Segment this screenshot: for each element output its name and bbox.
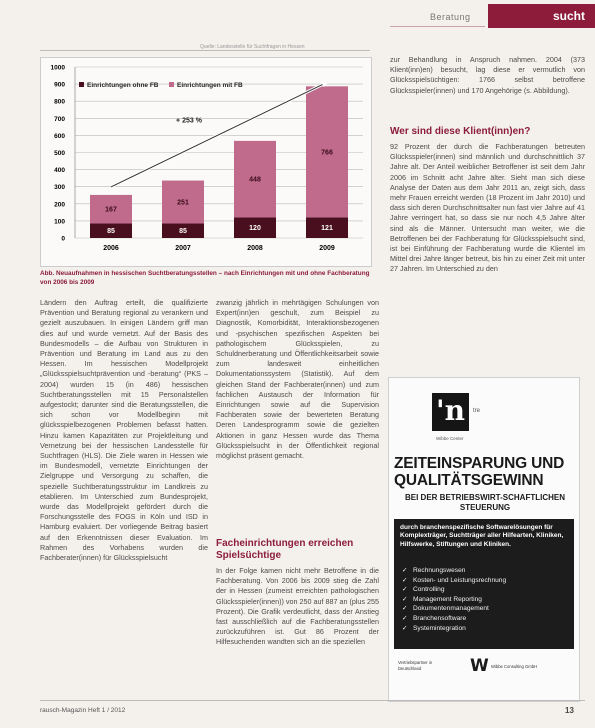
ad-brand-name: Wibbe Consulting GmbH (491, 664, 538, 669)
ad-feature-item (402, 604, 570, 614)
ad-subheadline: BEI DER BETRIEBSWIRT-SCHAFTLICHEN STEUERUNG (405, 493, 565, 512)
ad-feature-label: Systemintegration (413, 624, 466, 632)
ad-feature-label: Dokumentenmanagement (413, 605, 489, 613)
ad-footer-partner: Vertriebspartner in Deutschland (398, 660, 433, 671)
data-label: 120 (249, 225, 261, 233)
legend-swatch (79, 82, 84, 87)
ad-brand-logo: W (470, 656, 489, 676)
check-icon: ✓ (402, 567, 408, 574)
check-icon: ✓ (402, 595, 408, 603)
y-tick-label: 100 (54, 218, 65, 226)
check-icon: ✓ (402, 576, 408, 584)
check-icon: ✓ (402, 586, 408, 594)
ad-feature-item (402, 566, 570, 576)
check-icon: ✓ (402, 614, 408, 622)
ad-headline: ZEITEINSPARUNG UND QUALITÄTSGEWINN (394, 455, 565, 489)
y-tick-label: 800 (54, 98, 65, 106)
ad-intro-text: durch branchenspezifische Softwarelösungen für Komplexträger, Suchtträger aller Hilfearten, Kliniken, Hilfswerke, Stiftungen und Kliniken. (400, 524, 564, 548)
ad-feature-list (402, 566, 570, 633)
data-label: 121 (321, 225, 333, 233)
data-label: 251 (177, 199, 189, 207)
chart-caption: Abb. Neuaufnahmen in hessischen Suchtberatungsstellen – nach Einrichtungen mit und ohne Fachberatung von 2006 bis 2009 (40, 270, 370, 286)
middle-column-text: zwanzig jährlich in mehrtägigen Schulungen von Expert(inn)en geschult, zum Beispiel zu Diagnostik, Komorbidität, Interaktionsbezogenen und -psychischen spezifischen Aspekten bei pathologischem Glücksspielen, zu Schuldnerberatung und Öffentlichkeitsarbeit sowie zum landesweit einheitlichen Dokumentationssystem (Statistik). Auf dem gleichen Stand der Fachberater(innen) und zum fachlichen Austausch der Information für Einrichtungen sowie auf die Supervision Fachberaten sowie der bewerteten Beratung Deren Landesprogramm sowie die gezielten Aktionen in ganz Hessen wurde das Thema Glücksspielsucht in der Öffentlichkeit regional möglichst präsent gemacht. (216, 298, 379, 461)
ad-logo-suffix: tre (473, 408, 481, 414)
middle-column-text-2: In der Folge kamen nicht mehr Betroffene in die Fachberatung. Von 2006 bis 2009 stieg die Zahl der in Hessen (zumeist erreichten pathologischen Glücksspieler(innen)) von 250 auf 887 an (plus 255 Prozent). Die Grafik verdeutlicht, dass der Anstieg fast ausschließlich auf die Fachberatungsstellen zurückzuführen ist. Gut 86 Prozent der Hilfesuchenden wandten sich an die speziellen (216, 566, 380, 647)
x-tick-label: 2009 (319, 245, 335, 252)
trend-arrow (111, 82, 327, 187)
trend-label: + 253 % (176, 117, 202, 125)
data-label: 85 (107, 228, 115, 236)
section-heading-clients: Wer sind diese Klient(inn)en? (390, 126, 531, 137)
data-label: 85 (179, 228, 187, 236)
ad-feature-item (402, 595, 570, 605)
y-tick-label: 700 (54, 115, 65, 123)
footer-publication: rausch-Magazin Heft 1 / 2012 (40, 707, 126, 714)
left-column-text: Ländern den Auftrag erteilt, die qualifizierte Prävention und Beratung regional zu verankern und gezielt auszubauen. In einigen Ländern griff man dies auf und wurde vernetzt. Auf der Basis des Bundesmodells – die Aufbau von Strukturen in Prävention und Beratung im Land aus zu den Hessen. Im hessischen Modellprojekt „Glücksspielsuchtprävention und -beratung“ (PKS – 2004) wurden 15 (in 486) hessischen Suchtberatungsstellen mit 15 Personalstellen aufgestockt; darunter sind die Beratungsstellen, die sich schon vor Modellbeginn mit glücksspielbezogenen Problemen befasst hatten. Hinzu kamen Kapazitäten zur Projektleitung und Vernetzung bei der hessischen Landesstelle für Suchtfragen (HLS). Die Ziele waren in Hessen wie im Bundesmodell, vernetzte Einrichtungen der Zielgruppe und Versorgung zu schaffen, die spezielle Suchtberatungsstruktur im Landkreis zu etablieren. Im Unterschied zum Bundesprojekt, wurde das Modellprojekt gefördert durch die Forschungsstelle des FOGS in Köln und ISD in Hamburg evaluiert. Der vorliegende Beitrag basiert auf den Erkenntnissen dieser Evaluation. Im Rahmen des Vorhabens wurden die Fachberater(innen) für Glücksspielsucht (40, 298, 208, 563)
right-column-text: 92 Prozent der durch die Fachberatungen betreuten Glücksspieler(innen) sind männlich und durchschnittlich 37 Jahre alt. Der Anteil weiblicher Betroffener ist seit dem Jahr 2006 im Schnitt acht Jahre älter. Sieht man sich diese Analyse der Daten aus dem Jahr 2011 an, zeigt sich, dass mehr Frauen erreicht werden (18 Prozent im Jahr 2010) und dass sich deren Durchschnittsalter nun fast vier Jahre auf 41 Jahre verringert hat, so dass sie nur noch 4,5 Jahre älter sind als die Männer. Untersucht man weiter, wie die Betroffenen bei der Fachberatung für Glücksspielsucht sind, ist bei Einführung der Fachberatung wurde die Klientel im Mittel drei Jahre länger betreut, bis hin zu einer Zeit mit unter 27 Jahren. Im Unterschied zu den (390, 142, 585, 274)
legend-label: Einrichtungen ohne FB (87, 82, 159, 89)
x-tick-label: 2006 (103, 245, 119, 252)
footer-rule (40, 700, 585, 701)
ad-feature-label: Controlling (413, 586, 445, 594)
y-tick-label: 1000 (50, 64, 65, 72)
check-icon: ✓ (402, 605, 408, 613)
y-tick-label: 300 (54, 184, 65, 192)
x-tick-label: 2008 (247, 245, 263, 252)
ad-feature-label: Kosten- und Leistungsrechnung (413, 576, 507, 584)
y-tick-label: 400 (54, 167, 65, 175)
section-tag: sucht (488, 4, 595, 28)
check-icon: ✓ (402, 624, 408, 632)
legend-label: Einrichtungen mit FB (177, 82, 243, 89)
ad-feature-label: Rechnungswesen (413, 567, 466, 574)
data-label: 167 (105, 206, 117, 214)
y-tick-label: 500 (54, 150, 65, 157)
x-tick-label: 2007 (175, 245, 191, 252)
data-label: 766 (321, 149, 333, 157)
right-column-intro: zur Behandlung in Anspruch nahmen. 2004 (373 Klient(inn)en) besucht, lag diese er vermutlich von Glücksspielsüchtigen: 1766 selbst betroffene Glücksspieler(innen) und 170 Angehörige (s. Abbildung). (390, 55, 585, 95)
y-tick-label: 200 (54, 201, 65, 209)
ad-feature-item (402, 624, 570, 634)
ad-feature-item (402, 576, 570, 586)
ad-logo: 'n (432, 393, 469, 431)
section-heading-facilities: Facheinrichtungen erreichen Spielsüchtige (216, 538, 354, 561)
ad-feature-label: Branchensoftware (413, 614, 467, 622)
y-tick-label: 600 (54, 132, 65, 140)
page-number: 13 (565, 706, 574, 715)
source-line: Quelle: Landesstelle für Suchtfragen in Hessen (200, 44, 305, 50)
chart-svg (41, 58, 373, 268)
y-tick-label: 0 (61, 235, 65, 243)
top-rule (40, 50, 370, 51)
ad-feature-label: Management Reporting (413, 595, 482, 603)
data-label: 448 (249, 176, 261, 184)
bar-chart (40, 57, 372, 267)
legend-swatch (169, 82, 174, 87)
ad-logo-subtitle: Wibbe Center (436, 436, 464, 441)
ad-feature-item (402, 614, 570, 624)
y-tick-label: 900 (54, 81, 65, 89)
header-rule (390, 26, 485, 27)
section-label: Beratung (430, 12, 471, 22)
ad-feature-item (402, 585, 570, 595)
